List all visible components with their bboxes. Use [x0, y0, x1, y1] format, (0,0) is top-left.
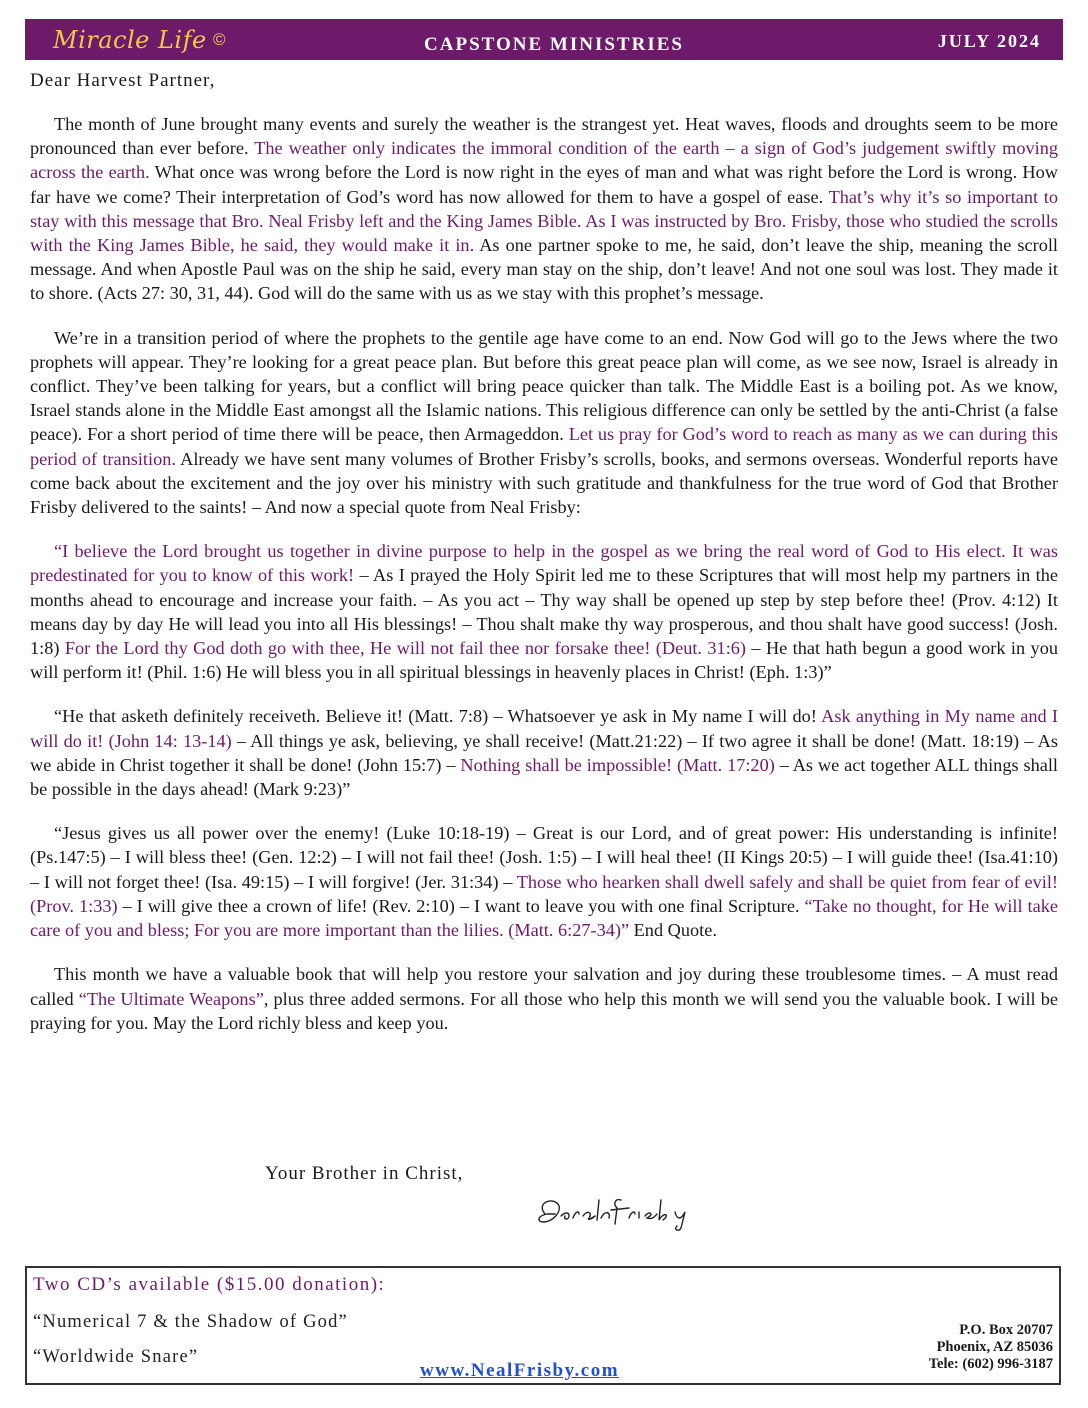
- cd-offer-title: Two CD’s available ($15.00 donation):: [33, 1274, 386, 1295]
- closing-line: Your Brother in Christ,: [265, 1163, 464, 1184]
- letter-paragraph: [30, 962, 1058, 1035]
- highlighted-text: Those who hearken shall dwell safely and shall be quiet from fear of evil! (Prov. 1:33): [30, 871, 1058, 916]
- header-banner: [25, 19, 1063, 60]
- brand-logo: Miracle Life: [53, 26, 207, 54]
- handwritten-signature-icon: [525, 1192, 725, 1232]
- body-text: – All things ye ask, believing, ye shall receive! (Matt.21:22) – If two agree it shall be done! (Matt. 18:19) – As we abide in Christ together it shall be done! (John 15:7) –: [30, 730, 1058, 775]
- cd-offer-box: [25, 1266, 1061, 1385]
- letter-paragraph: [30, 821, 1058, 942]
- highlighted-text: “I believe the Lord brought us together in divine purpose to help in the gospel as we bring the real word of God to His elect. It was predestinated for you to know of this work!: [30, 541, 1058, 586]
- address-line: Tele: (602) 996-3187: [928, 1356, 1053, 1372]
- signature: [525, 1192, 725, 1237]
- body-text: – I will give thee a crown of life! (Rev. 2:10) – I want to leave you with one final Scripture.: [117, 895, 805, 916]
- cd-item: “Numerical 7 & the Shadow of God”: [33, 1312, 348, 1332]
- issue-date: JULY 2024: [937, 31, 1041, 51]
- body-text: What once was wrong before the Lord is now right in the eyes of man and what was right before the Lord is wrong. How far have we come? Their interpretation of God’s word has now allowed for them to have a gospel of ease.: [30, 162, 1058, 207]
- address-line: Phoenix, AZ 85036: [936, 1339, 1053, 1355]
- letter-paragraph: [30, 326, 1058, 520]
- highlighted-text: Nothing shall be impossible! (Matt. 17:20): [460, 754, 775, 775]
- mailing-address: [929, 1322, 1053, 1373]
- highlighted-text: Let us pray for God’s word to reach as many as we can during this period of transition.: [30, 424, 1058, 469]
- body-text: , plus three added sermons. For all those who help this month we will send you the valuable book. I will be praying for you. May the Lord richly bless and keep you.: [30, 988, 1058, 1033]
- letter-paragraph: [30, 704, 1058, 801]
- highlighted-text: Ask anything in My name and I will do it! (John 14: 13-14): [30, 706, 1058, 751]
- body-text: – As we act together ALL things shall be possible in the days ahead! (Mark 9:23)”: [30, 754, 1058, 800]
- copyright-symbol: ©: [213, 30, 226, 49]
- highlighted-text: The weather only indicates the immoral condition of the earth – a sign of God’s judgement swiftly moving across the earth.: [30, 138, 1058, 183]
- highlighted-text: “Take no thought, for He will take care of you and bless; For you are more important than the lilies. (Matt. 6:27-34)”: [30, 895, 1058, 941]
- highlighted-text: That’s why it’s so important to stay with this message that Bro. Neal Frisby left and the King James Bible. As I was instructed by Bro. Frisby, those who studied the scrolls with the King James Bible, he said, they would make it in.: [30, 186, 1059, 256]
- body-text: – As I prayed the Holy Spirit led me to these Scriptures that will most help my partners in the months ahead to encourage and increase your faith. – As you act – Thy way shall be opened up step by step before thee! (Prov. 4:12) It means day by day He will lead you into all His blessings! – Thou shalt make thy way prosperous, and thou shalt have good success! (Josh. 1:8): [30, 565, 1058, 659]
- website-link[interactable]: www.NealFrisby.com: [420, 1360, 620, 1381]
- body-text: Already we have sent many volumes of Brother Frisby’s scrolls, books, and sermons overseas. Wonderful reports have come back about the excitement and the joy over his ministry with such gratitude and thankfulness for the true word of God that Brother Frisby delivered to the saints! – And now a special quote from Neal Frisby:: [30, 448, 1058, 518]
- body-text: End Quote.: [629, 920, 717, 941]
- highlighted-text: For the Lord thy God doth go with thee, He will not fail thee nor forsake thee! (Deut. 31:6): [64, 638, 746, 659]
- letter-paragraph: [30, 112, 1058, 306]
- body-text: We’re in a transition period of where the prophets to the gentile age have come to an end. Now God will go to the Jews where the two prophets will appear. They’re looking for a great peace plan. But before this great peace plan will come, as we see now, Israel is already in conflict. They’ve been talking for years, but a conflict will bring peace quicker than talk. The Middle East is a boiling pot. As we know, Israel stands alone in the Middle East amongst all the Islamic nations. This religious difference can only be settled by the anti-Christ (a false peace). For a short period of time there will be peace, then Armageddon.: [30, 327, 1058, 445]
- body-text: The month of June brought many events and surely the weather is the strangest yet. Heat waves, floods and droughts seem to be more pronounced than ever before.: [30, 114, 1058, 159]
- cd-item: “Worldwide Snare”: [33, 1347, 199, 1367]
- body-text: “He that asketh definitely receiveth. Believe it! (Matt. 7:8) – Whatsoever ye ask in My name I will do!: [54, 706, 822, 727]
- body-text: As one partner spoke to me, he said, don’t leave the ship, meaning the scroll message. And when Apostle Paul was on the ship he said, every man stay on the ship, don’t leave! And not one soul was lost. They made it to shore. (Acts 27: 30, 31, 44). God will do the same with us as we stay with this prophet’s message.: [30, 235, 1059, 304]
- letter-body: [30, 112, 1058, 1055]
- body-text: – He that hath begun a good work in you will perform it! (Phil. 1:6) He will bless you in all spiritual blessings in heavenly places in Christ! (Eph. 1:3)”: [30, 638, 1058, 683]
- body-text: “Jesus gives us all power over the enemy! (Luke 10:18-19) – Great is our Lord, and of great power: His understanding is infinite! (Ps.147:5) – I will bless thee! (Gen. 12:2) – I will not fail thee! (Josh. 1:5) – I will heal thee! (II Kings 20:5) – I will guide thee! (Isa.41:10) – I will not forget thee! (Isa. 49:15) – I will forgive! (Jer. 31:34) –: [30, 823, 1058, 892]
- salutation: Dear Harvest Partner,: [30, 70, 216, 91]
- letter-paragraph: [30, 539, 1058, 684]
- address-line: P.O. Box 20707: [959, 1322, 1053, 1338]
- highlighted-text: “The Ultimate Weapons”: [78, 988, 264, 1009]
- organization-name: CAPSTONE MINISTRIES: [424, 34, 684, 55]
- body-text: This month we have a valuable book that will help you restore your salvation and joy during these troublesome times. – A must read called: [30, 964, 1058, 1009]
